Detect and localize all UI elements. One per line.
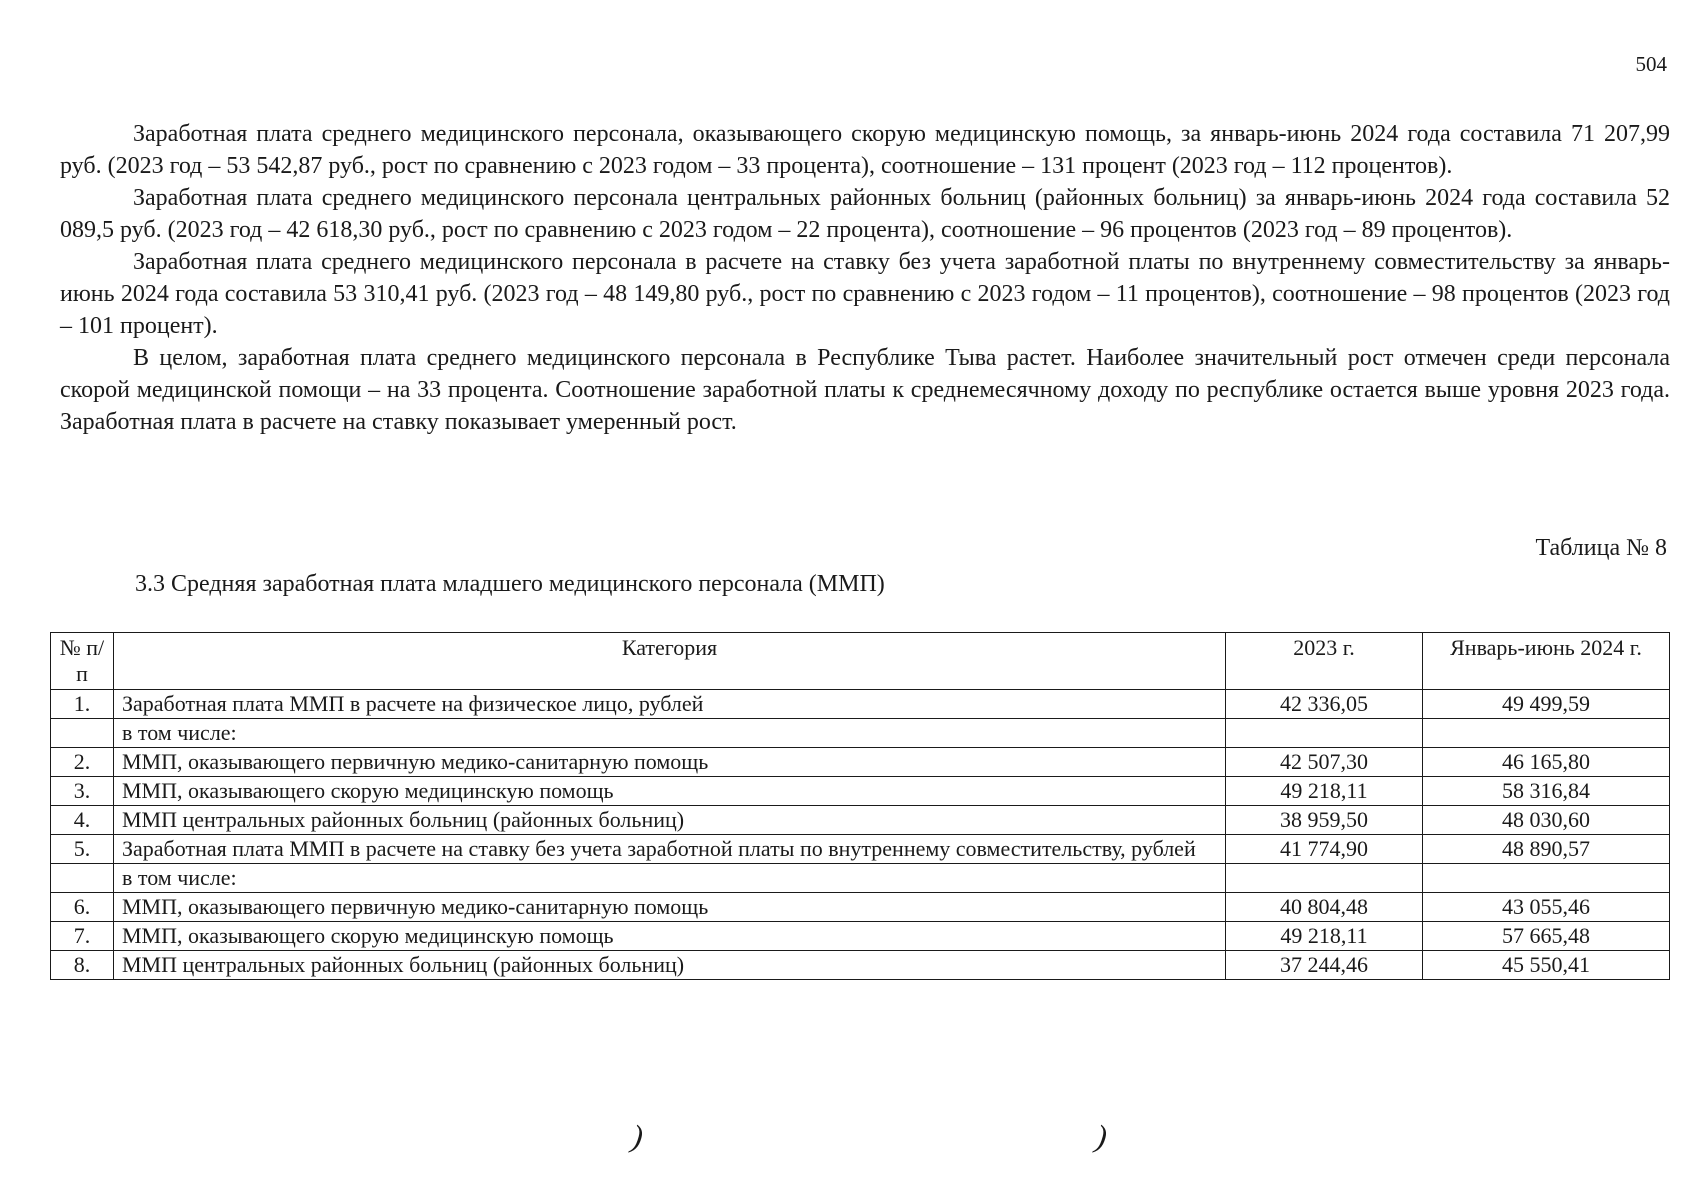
table-caption: Таблица № 8	[1535, 535, 1667, 561]
table-row	[51, 864, 1670, 893]
row-num: 7.	[51, 922, 114, 951]
row-num: 6.	[51, 893, 114, 922]
bottom-mark-left: )	[629, 1117, 646, 1155]
table-row	[51, 922, 1670, 951]
page-number: 504	[1635, 52, 1667, 76]
table-row	[51, 835, 1670, 864]
row-num: 2.	[51, 748, 114, 777]
paragraph: Заработная плата среднего медицинского персонала центральных районных больниц (районных больниц) за январь-июнь 2024 года составила 52 089,5 руб. (2023 год – 42 618,30 руб., рост по сравнению с 2023 годом – 22 процента), соотношение – 96 процентов (2023 год – 89 процентов).	[60, 185, 1670, 243]
row-value-2024: 48 030,60	[1423, 806, 1670, 835]
row-value-2023: 49 218,11	[1226, 777, 1423, 806]
salary-table	[50, 632, 1670, 980]
row-value-2023: 42 336,05	[1226, 690, 1423, 719]
row-num: 5.	[51, 835, 114, 864]
row-value-2024: 46 165,80	[1423, 748, 1670, 777]
row-category: Заработная плата ММП в расчете на ставку без учета заработной платы по внутреннему совместительству, рублей	[114, 835, 1226, 864]
table-row	[51, 951, 1670, 980]
row-num: 4.	[51, 806, 114, 835]
row-value-2024: 45 550,41	[1423, 951, 1670, 980]
row-value-2023	[1226, 864, 1423, 893]
table-header-row	[51, 633, 1670, 690]
header-category: Категория	[114, 633, 1226, 690]
row-value-2023: 41 774,90	[1226, 835, 1423, 864]
row-category: ММП, оказывающего первичную медико-санитарную помощь	[114, 893, 1226, 922]
row-num	[51, 864, 114, 893]
row-value-2024: 48 890,57	[1423, 835, 1670, 864]
header-2024: Январь-июнь 2024 г.	[1423, 633, 1670, 690]
row-category: ММП, оказывающего первичную медико-санитарную помощь	[114, 748, 1226, 777]
row-value-2024	[1423, 719, 1670, 748]
header-num: № п/п	[51, 633, 114, 690]
row-value-2024	[1423, 864, 1670, 893]
section-title: 3.3 Средняя заработная плата младшего медицинского персонала (ММП)	[135, 571, 885, 597]
row-category: ММП центральных районных больниц (районных больниц)	[114, 806, 1226, 835]
body-text	[60, 118, 1670, 438]
row-num: 8.	[51, 951, 114, 980]
table-row	[51, 777, 1670, 806]
row-category: Заработная плата ММП в расчете на физическое лицо, рублей	[114, 690, 1226, 719]
paragraph: Заработная плата среднего медицинского персонала в расчете на ставку без учета заработной платы по внутреннему совместительству за январь-июнь 2024 года составила 53 310,41 руб. (2023 год – 48 149,80 руб., рост по сравнению с 2023 годом – 11 процентов), соотношение – 98 процентов (2023 год – 101 процент).	[60, 249, 1670, 339]
paragraph: Заработная плата среднего медицинского персонала, оказывающего скорую медицинскую помощь, за январь-июнь 2024 года составила 71 207,99 руб. (2023 год – 53 542,87 руб., рост по сравнению с 2023 годом – 33 процента), соотношение – 131 процент (2023 год – 112 процентов).	[60, 121, 1670, 179]
row-value-2023: 49 218,11	[1226, 922, 1423, 951]
bottom-mark-right: )	[1093, 1117, 1110, 1155]
table-row	[51, 748, 1670, 777]
row-num: 3.	[51, 777, 114, 806]
row-category: в том числе:	[114, 719, 1226, 748]
table-row	[51, 893, 1670, 922]
row-value-2024: 57 665,48	[1423, 922, 1670, 951]
table-row	[51, 690, 1670, 719]
paragraph: В целом, заработная плата среднего медицинского персонала в Республике Тыва растет. Наиболее значительный рост отмечен среди персонала скорой медицинской помощи – на 33 процента. Соотношение заработной платы к среднемесячному доходу по республике остается выше уровня 2023 года. Заработная плата в расчете на ставку показывает умеренный рост.	[60, 345, 1670, 435]
row-value-2023: 38 959,50	[1226, 806, 1423, 835]
row-value-2023: 37 244,46	[1226, 951, 1423, 980]
row-num	[51, 719, 114, 748]
row-value-2024: 58 316,84	[1423, 777, 1670, 806]
row-value-2023: 40 804,48	[1226, 893, 1423, 922]
row-value-2024: 49 499,59	[1423, 690, 1670, 719]
table-row	[51, 806, 1670, 835]
row-value-2023	[1226, 719, 1423, 748]
row-value-2023: 42 507,30	[1226, 748, 1423, 777]
row-category: ММП, оказывающего скорую медицинскую помощь	[114, 777, 1226, 806]
row-category: ММП центральных районных больниц (районных больниц)	[114, 951, 1226, 980]
header-2023: 2023 г.	[1226, 633, 1423, 690]
row-category: в том числе:	[114, 864, 1226, 893]
row-category: ММП, оказывающего скорую медицинскую помощь	[114, 922, 1226, 951]
row-num: 1.	[51, 690, 114, 719]
table-row	[51, 719, 1670, 748]
row-value-2024: 43 055,46	[1423, 893, 1670, 922]
